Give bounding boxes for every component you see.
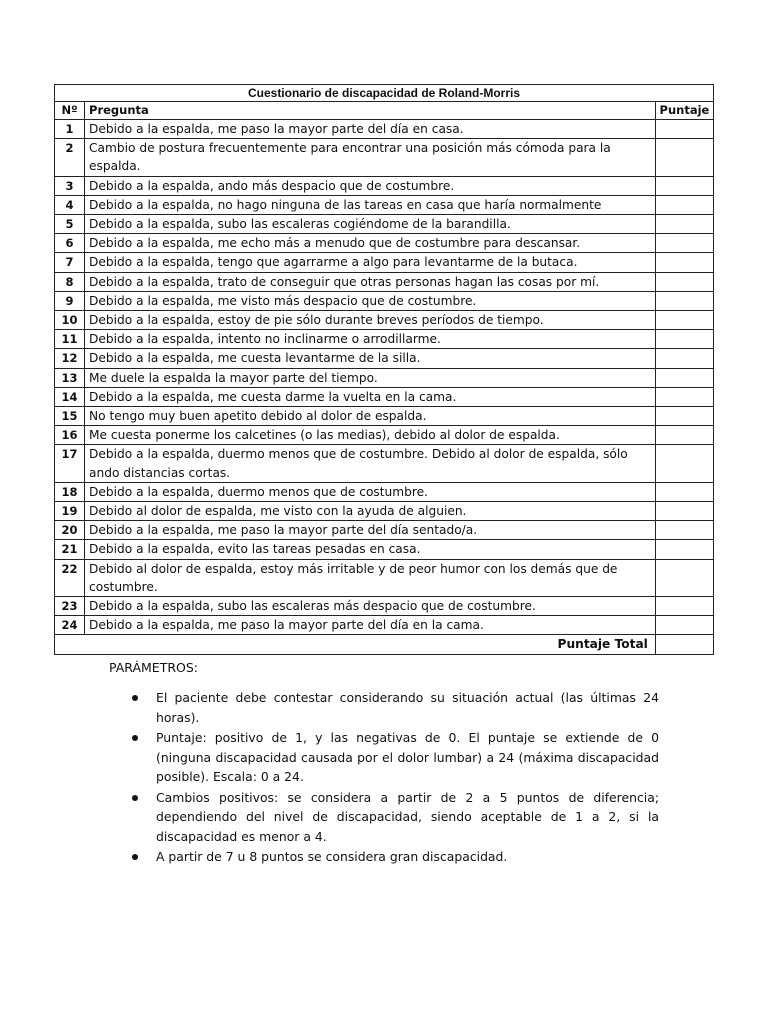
row-question: Me cuesta ponerme los calcetines (o las medias), debido al dolor de espalda. bbox=[85, 426, 656, 445]
row-score-cell[interactable] bbox=[655, 387, 713, 406]
question-rows bbox=[55, 120, 714, 635]
parameter-item bbox=[109, 788, 659, 847]
row-number: 1 bbox=[55, 120, 85, 139]
row-score-cell[interactable] bbox=[655, 482, 713, 501]
row-score-cell[interactable] bbox=[655, 195, 713, 214]
row-score-cell[interactable] bbox=[655, 349, 713, 368]
row-score-cell[interactable] bbox=[655, 445, 713, 482]
column-header-number: Nº bbox=[55, 102, 85, 120]
total-score-cell[interactable] bbox=[655, 635, 713, 654]
row-score-cell[interactable] bbox=[655, 215, 713, 234]
parameter-text: A partir de 7 u 8 puntos se considera gran discapacidad. bbox=[156, 849, 508, 864]
row-number: 19 bbox=[55, 502, 85, 521]
parameter-item bbox=[109, 847, 659, 867]
column-header-question: Pregunta bbox=[85, 102, 656, 120]
table-row bbox=[55, 195, 714, 214]
row-score-cell[interactable] bbox=[655, 616, 713, 635]
parameter-text: Cambios positivos: se considera a partir de 2 a 5 puntos de diferencia; dependiendo del nivel de discapacidad, siendo aceptable de 1 a 2, si la discapacidad es menor a 4. bbox=[156, 789, 659, 844]
row-score-cell[interactable] bbox=[655, 521, 713, 540]
table-row bbox=[55, 330, 714, 349]
row-question: Debido a la espalda, trato de conseguir que otras personas hagan las cosas por mí. bbox=[85, 272, 656, 291]
row-question: Debido a la espalda, me cuesta darme la vuelta en la cama. bbox=[85, 387, 656, 406]
table-row bbox=[55, 521, 714, 540]
row-number: 10 bbox=[55, 311, 85, 330]
table-row bbox=[55, 176, 714, 195]
row-question: Debido al dolor de espalda, me visto con la ayuda de alguien. bbox=[85, 502, 656, 521]
row-score-cell[interactable] bbox=[655, 330, 713, 349]
row-number: 13 bbox=[55, 368, 85, 387]
parameters-list bbox=[109, 688, 659, 867]
row-number: 14 bbox=[55, 387, 85, 406]
row-question: No tengo muy buen apetito debido al dolor de espalda. bbox=[85, 407, 656, 426]
row-score-cell[interactable] bbox=[655, 120, 713, 139]
row-number: 7 bbox=[55, 253, 85, 272]
row-number: 17 bbox=[55, 445, 85, 482]
row-number: 20 bbox=[55, 521, 85, 540]
row-question: Debido a la espalda, me visto más despacio que de costumbre. bbox=[85, 291, 656, 310]
table-row bbox=[55, 120, 714, 139]
bullet-icon bbox=[132, 735, 138, 741]
row-question: Debido a la espalda, me cuesta levantarme de la silla. bbox=[85, 349, 656, 368]
row-number: 16 bbox=[55, 426, 85, 445]
table-row bbox=[55, 502, 714, 521]
row-score-cell[interactable] bbox=[655, 311, 713, 330]
table-row bbox=[55, 426, 714, 445]
parameters-section bbox=[109, 660, 659, 868]
row-question: Me duele la espalda la mayor parte del tiempo. bbox=[85, 368, 656, 387]
row-score-cell[interactable] bbox=[655, 540, 713, 559]
row-number: 3 bbox=[55, 176, 85, 195]
table-row bbox=[55, 559, 714, 596]
row-question: Debido a la espalda, duermo menos que de costumbre. Debido al dolor de espalda, sólo ando distancias cortas. bbox=[85, 445, 656, 482]
table-row bbox=[55, 368, 714, 387]
row-number: 22 bbox=[55, 559, 85, 596]
row-score-cell[interactable] bbox=[655, 426, 713, 445]
parameter-text: Puntaje: positivo de 1, y las negativas de 0. El puntaje se extiende de 0 (ninguna discapacidad causada por el dolor lumbar) a 24 (máxima discapacidad posible). Escala: 0 a 24. bbox=[156, 730, 659, 784]
table-row bbox=[55, 291, 714, 310]
table-row bbox=[55, 445, 714, 482]
row-score-cell[interactable] bbox=[655, 407, 713, 426]
row-score-cell[interactable] bbox=[655, 559, 713, 596]
row-score-cell[interactable] bbox=[655, 234, 713, 253]
row-question: Debido a la espalda, subo las escaleras cogiéndome de la barandilla. bbox=[85, 215, 656, 234]
row-number: 6 bbox=[55, 234, 85, 253]
row-number: 23 bbox=[55, 597, 85, 616]
row-number: 9 bbox=[55, 291, 85, 310]
row-question: Debido a la espalda, intento no inclinarme o arrodillarme. bbox=[85, 330, 656, 349]
row-question: Debido a la espalda, subo las escaleras más despacio que de costumbre. bbox=[85, 597, 656, 616]
row-number: 21 bbox=[55, 540, 85, 559]
row-question: Debido a la espalda, me paso la mayor parte del día en casa. bbox=[85, 120, 656, 139]
row-number: 4 bbox=[55, 195, 85, 214]
bullet-icon bbox=[132, 795, 138, 801]
column-header-score: Puntaje bbox=[655, 102, 713, 120]
table-row bbox=[55, 253, 714, 272]
table-row bbox=[55, 272, 714, 291]
row-score-cell[interactable] bbox=[655, 368, 713, 387]
table-row bbox=[55, 387, 714, 406]
row-question: Debido a la espalda, me paso la mayor parte del día sentado/a. bbox=[85, 521, 656, 540]
table-row bbox=[55, 349, 714, 368]
table-row bbox=[55, 234, 714, 253]
table-row bbox=[55, 139, 714, 176]
table-row bbox=[55, 597, 714, 616]
row-number: 18 bbox=[55, 482, 85, 501]
parameter-item bbox=[109, 728, 659, 787]
row-score-cell[interactable] bbox=[655, 291, 713, 310]
table-row bbox=[55, 407, 714, 426]
table-row bbox=[55, 215, 714, 234]
row-score-cell[interactable] bbox=[655, 272, 713, 291]
row-question: Debido a la espalda, ando más despacio que de costumbre. bbox=[85, 176, 656, 195]
bullet-icon bbox=[132, 695, 138, 701]
row-question: Debido a la espalda, duermo menos que de costumbre. bbox=[85, 482, 656, 501]
row-question: Debido a la espalda, evito las tareas pesadas en casa. bbox=[85, 540, 656, 559]
parameter-item bbox=[109, 688, 659, 727]
row-question: Debido a la espalda, no hago ninguna de las tareas en casa que haría normalmente bbox=[85, 195, 656, 214]
table-row bbox=[55, 311, 714, 330]
row-number: 8 bbox=[55, 272, 85, 291]
row-number: 24 bbox=[55, 616, 85, 635]
questionnaire-table bbox=[54, 84, 714, 655]
total-score-label: Puntaje Total bbox=[55, 635, 656, 654]
table-row bbox=[55, 616, 714, 635]
row-question: Debido a la espalda, me paso la mayor parte del día en la cama. bbox=[85, 616, 656, 635]
row-score-cell[interactable] bbox=[655, 253, 713, 272]
row-number: 12 bbox=[55, 349, 85, 368]
row-score-cell[interactable] bbox=[655, 502, 713, 521]
table-row bbox=[55, 540, 714, 559]
bullet-icon bbox=[132, 854, 138, 860]
row-question: Debido a la espalda, estoy de pie sólo durante breves períodos de tiempo. bbox=[85, 311, 656, 330]
row-question: Cambio de postura frecuentemente para encontrar una posición más cómoda para la espalda. bbox=[85, 139, 656, 176]
table-row bbox=[55, 482, 714, 501]
row-number: 2 bbox=[55, 139, 85, 176]
parameters-title: PARÁMETROS: bbox=[109, 660, 199, 675]
row-score-cell[interactable] bbox=[655, 176, 713, 195]
row-question: Debido a la espalda, tengo que agarrarme a algo para levantarme de la butaca. bbox=[85, 253, 656, 272]
row-number: 5 bbox=[55, 215, 85, 234]
row-question: Debido al dolor de espalda, estoy más irritable y de peor humor con los demás que de costumbre. bbox=[85, 559, 656, 596]
table-title: Cuestionario de discapacidad de Roland-Morris bbox=[55, 85, 714, 102]
row-score-cell[interactable] bbox=[655, 139, 713, 176]
row-question: Debido a la espalda, me echo más a menudo que de costumbre para descansar. bbox=[85, 234, 656, 253]
row-number: 15 bbox=[55, 407, 85, 426]
row-score-cell[interactable] bbox=[655, 597, 713, 616]
parameter-text: El paciente debe contestar considerando su situación actual (las últimas 24 horas). bbox=[156, 690, 659, 725]
row-number: 11 bbox=[55, 330, 85, 349]
